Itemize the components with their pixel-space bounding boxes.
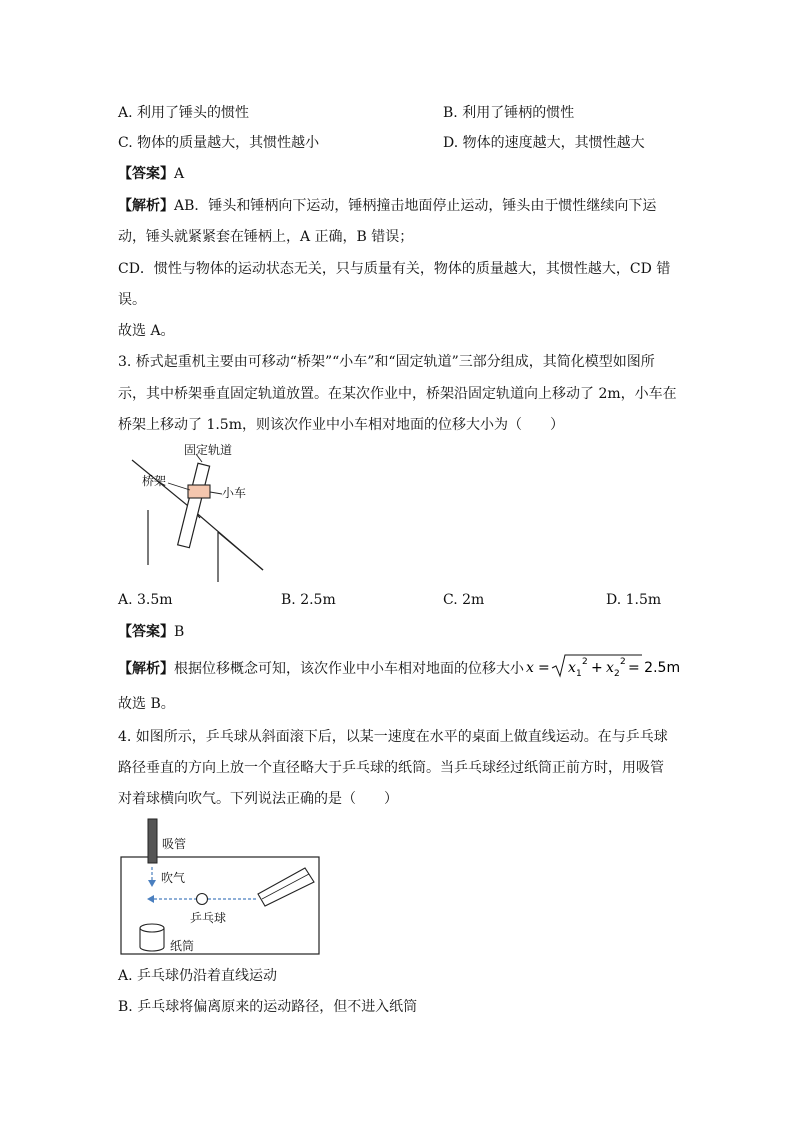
label-rail: 固定轨道: [184, 443, 233, 457]
analysis-text: 根据位移概念可知，该次作业中小车相对地面的位移大小: [174, 661, 524, 677]
bridge-beam: [178, 463, 210, 547]
formula-sub1: 1: [576, 669, 582, 679]
answer-value: B: [174, 624, 185, 640]
label-ball: 乒乓球: [190, 911, 227, 925]
q4-stem-line-3: 对着球横向吹气。下列说法正确的是（ ）: [118, 791, 398, 807]
label-blow: 吹气: [161, 871, 186, 885]
straw-shape: [148, 819, 157, 863]
formula-eq: =: [538, 660, 550, 676]
q4-stem-line-1: 4. 如图所示，乒乓球从斜面滚下后，以某一速度在水平的桌面上做直线运动。在与乒乓球: [118, 729, 668, 745]
answer-value: A: [174, 166, 185, 182]
q4-stem-line-2: 路径垂直的方向上放一个直径略大于乒乓球的纸筒。当乒乓球经过纸筒正前方时，用吸管: [118, 760, 664, 776]
label-tube: 纸筒: [170, 939, 195, 953]
q3-displacement-formula: [524, 652, 681, 682]
label-bridge: 桥架: [142, 474, 167, 488]
formula-x2: x: [606, 660, 614, 676]
q3-stem-line-3: 桥架上移动了 1.5m，则该次作业中小车相对地面的位移大小为（ ）: [118, 417, 564, 433]
formula-plus: +: [591, 660, 603, 676]
q2-option-a: A. 利用了锤头的惯性: [118, 105, 250, 121]
q3-option-b: B. 2.5m: [281, 592, 336, 608]
cart-leader: [210, 492, 222, 494]
q4-option-b: B. 乒乓球将偏离原来的运动路径，但不进入纸筒: [118, 999, 418, 1015]
analysis-text: AB．锤头和锤柄向下运动，锤柄撞击地面停止运动，锤头由于惯性继续向下运: [174, 198, 657, 214]
q4-option-a: A. 乒乓球仍沿着直线运动: [118, 968, 278, 984]
label-straw: 吸管: [162, 837, 187, 851]
q2-analysis-line-1: [118, 196, 656, 216]
q4-pingpong-figure: [118, 816, 323, 958]
answer-tag: 【答案】: [118, 624, 174, 640]
formula-x1: x: [568, 660, 576, 676]
q2-answer: [118, 164, 184, 184]
paper-tube: [140, 924, 164, 951]
cart-block: [188, 485, 210, 498]
formula-sub2: 2: [614, 669, 620, 679]
q2-option-c: C. 物体的质量越大，其惯性越小: [118, 135, 320, 151]
pingpong-ball: [197, 894, 208, 905]
formula-result: = 2.5m: [628, 660, 681, 676]
q2-analysis-line-4: 误。: [118, 292, 146, 308]
q2-option-b: B. 利用了锤柄的惯性: [443, 105, 575, 121]
answer-tag: 【答案】: [118, 166, 174, 182]
q3-conclusion: 故选 B。: [118, 696, 175, 712]
q2-analysis-line-3: CD．惯性与物体的运动状态无关，只与质量有关，物体的质量越大，其惯性越大，CD 错: [118, 261, 671, 277]
analysis-tag: 【解析】: [118, 198, 174, 214]
label-cart: 小车: [222, 486, 247, 500]
bridge-leader: [168, 483, 190, 490]
q2-conclusion: 故选 A。: [118, 323, 175, 339]
q3-option-d: D. 1.5m: [606, 592, 662, 608]
q3-answer: [118, 622, 184, 642]
q3-crane-figure: [118, 440, 278, 585]
q3-stem-line-2: 示，其中桥架垂直固定轨道放置。在某次作业中，桥架沿固定轨道向上移动了 2m，小车在: [118, 386, 677, 402]
q2-option-d: D. 物体的速度越大，其惯性越大: [443, 135, 645, 151]
q3-analysis-line: [118, 659, 524, 679]
q3-option-a: A. 3.5m: [118, 592, 173, 608]
analysis-tag: 【解析】: [118, 661, 174, 677]
q3-option-c: C. 2m: [443, 592, 485, 608]
q2-analysis-line-2: 动，锤头就紧紧套在锤柄上，A 正确，B 错误；: [118, 229, 414, 245]
formula-sup1: 2: [582, 657, 588, 667]
q3-stem-line-1: 3. 桥式起重机主要由可移动“桥架”“小车”和“固定轨道”三部分组成，其简化模型如图所: [118, 354, 655, 370]
formula-lhs: x: [526, 660, 534, 676]
rail-segment: [193, 510, 263, 570]
formula-sup2: 2: [620, 657, 626, 667]
